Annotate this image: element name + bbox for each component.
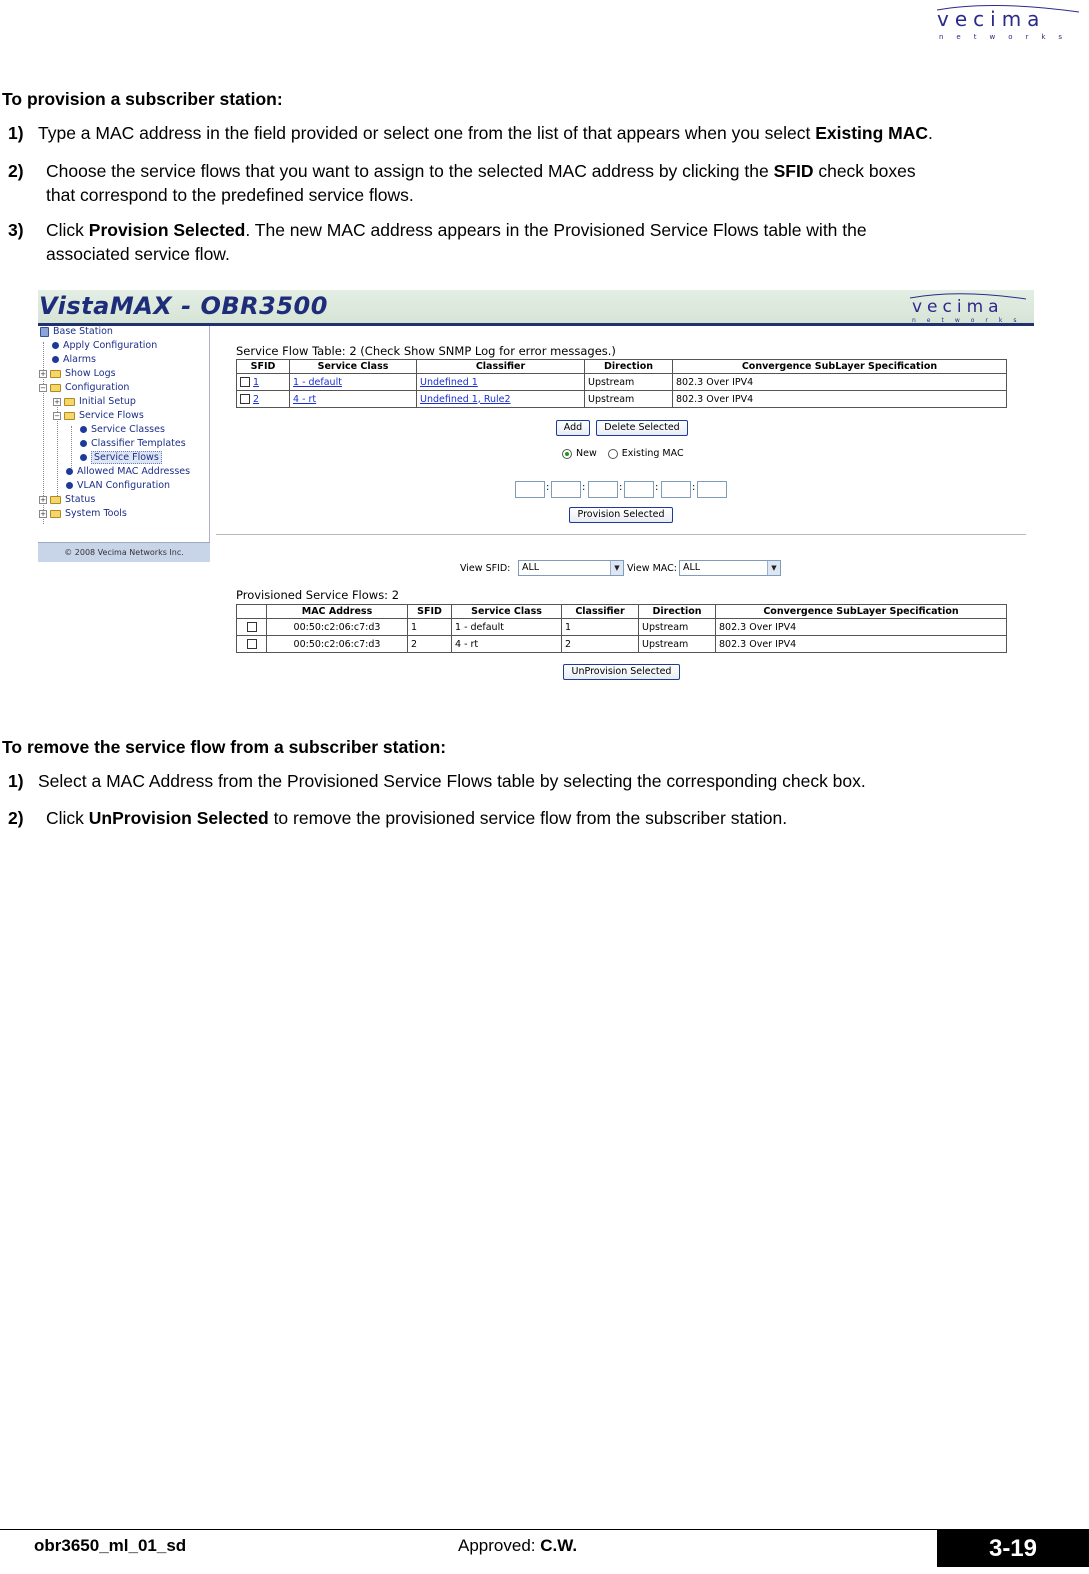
existing-mac-radio-label: Existing MAC bbox=[621, 448, 684, 459]
folder-open-icon bbox=[64, 412, 75, 420]
expand-icon[interactable]: + bbox=[54, 397, 60, 406]
mac-octet-4-input[interactable] bbox=[624, 481, 654, 498]
remove-step-2 bbox=[8, 806, 1088, 830]
app-title: VistaMAX - OBR3500 bbox=[39, 292, 328, 320]
service-class-cell: 1 - default bbox=[452, 619, 562, 636]
expand-icon[interactable]: + bbox=[40, 495, 46, 504]
page-footer bbox=[0, 1529, 1089, 1574]
sidebar-item-system-tools[interactable]: + System Tools bbox=[40, 508, 127, 519]
step-text: Select a MAC Address from the Provisioned Service Flows table by selecting the corresponding check box. bbox=[38, 771, 866, 791]
step-text: Click UnProvision Selected to remove the provisioned service flow from the subscriber station. bbox=[46, 808, 788, 828]
copyright-bar: © 2008 Vecima Networks Inc. bbox=[38, 542, 210, 562]
sfid-checkbox[interactable] bbox=[240, 394, 250, 404]
app-header bbox=[38, 290, 1034, 326]
table-row bbox=[237, 636, 1007, 653]
col-cs-spec: Convergence SubLayer Specification bbox=[716, 605, 1007, 619]
document-id: obr3650_ml_01_sd bbox=[34, 1536, 187, 1555]
provision-step-3 bbox=[8, 218, 1088, 268]
sidebar-item-service-classes[interactable]: Service Classes bbox=[80, 424, 165, 436]
sidebar-item-classifier-templates[interactable]: Classifier Templates bbox=[80, 438, 186, 450]
bullet-icon bbox=[66, 482, 73, 489]
step-number: 1) bbox=[8, 771, 24, 791]
table-header-row bbox=[237, 605, 1007, 619]
mac-octet-3-input[interactable] bbox=[588, 481, 618, 498]
col-service-class: Service Class bbox=[290, 360, 417, 374]
cs-cell: 802.3 Over IPV4 bbox=[716, 636, 1007, 653]
sfid-checkbox[interactable] bbox=[240, 377, 250, 387]
sidebar-item-service-flows-folder[interactable]: − Service Flows bbox=[54, 410, 144, 421]
logo-subtitle: networks bbox=[939, 33, 1076, 41]
col-mac-address: MAC Address bbox=[267, 605, 408, 619]
direction-cell: Upstream bbox=[585, 391, 673, 408]
sfid-cell: 1 bbox=[408, 619, 452, 636]
table-row bbox=[237, 391, 1007, 408]
provisioned-flows-table bbox=[236, 604, 1007, 653]
folder-open-icon bbox=[50, 384, 61, 392]
vecima-header-logo bbox=[908, 290, 1028, 326]
cs-cell: 802.3 Over IPV4 bbox=[673, 374, 1007, 391]
mac-cell: 00:50:c2:06:c7:d3 bbox=[267, 636, 408, 653]
step-text: Choose the service flows that you want to assign to the selected MAC address by clicking the SFID check boxes bbox=[46, 161, 916, 181]
bullet-icon bbox=[80, 454, 87, 461]
step-number: 2) bbox=[8, 161, 24, 181]
step-text-line2: that correspond to the predefined service flows. bbox=[46, 185, 414, 205]
service-flow-table bbox=[236, 359, 1007, 408]
delete-selected-button[interactable]: Delete Selected bbox=[596, 420, 688, 436]
step-number: 2) bbox=[8, 808, 24, 828]
sidebar-item-allowed-mac-addresses[interactable]: Allowed MAC Addresses bbox=[66, 466, 190, 478]
view-sfid-label: View SFID: bbox=[460, 563, 511, 574]
classifier-link[interactable]: Undefined 1, Rule2 bbox=[417, 391, 585, 408]
new-radio-label: New bbox=[576, 448, 597, 459]
colon-separator: : bbox=[546, 482, 550, 493]
colon-separator: : bbox=[619, 482, 623, 493]
col-cs-spec: Convergence SubLayer Specification bbox=[673, 360, 1007, 374]
provision-step-1 bbox=[8, 121, 1088, 145]
sfid-link[interactable]: 1 bbox=[253, 376, 260, 388]
col-direction: Direction bbox=[639, 605, 716, 619]
select-cell bbox=[237, 619, 267, 636]
col-service-class: Service Class bbox=[452, 605, 562, 619]
mac-octet-5-input[interactable] bbox=[661, 481, 691, 498]
bullet-icon bbox=[80, 426, 87, 433]
mac-octet-1-input[interactable] bbox=[515, 481, 545, 498]
sidebar-item-show-logs[interactable]: + Show Logs bbox=[40, 368, 116, 379]
sfid-cell bbox=[237, 391, 290, 408]
col-sfid: SFID bbox=[237, 360, 290, 374]
view-sfid-select[interactable]: ALL ▼ bbox=[518, 560, 624, 576]
provision-heading: To provision a subscriber station: bbox=[2, 89, 283, 109]
mac-cell: 00:50:c2:06:c7:d3 bbox=[267, 619, 408, 636]
col-classifier: Classifier bbox=[417, 360, 585, 374]
colon-separator: : bbox=[692, 482, 696, 493]
expand-icon[interactable]: + bbox=[40, 369, 46, 378]
folder-icon bbox=[50, 496, 61, 504]
header-logo-word: vecima bbox=[912, 297, 1004, 317]
provisioned-flows-title: Provisioned Service Flows: 2 bbox=[236, 588, 400, 602]
classifier-cell: 2 bbox=[562, 636, 639, 653]
select-cell bbox=[237, 636, 267, 653]
table-row bbox=[237, 619, 1007, 636]
mac-octet-6-input[interactable] bbox=[697, 481, 727, 498]
computer-icon bbox=[40, 327, 49, 337]
cs-cell: 802.3 Over IPV4 bbox=[673, 391, 1007, 408]
sidebar-item-apply-configuration[interactable]: Apply Configuration bbox=[52, 340, 157, 352]
cs-cell: 802.3 Over IPV4 bbox=[716, 619, 1007, 636]
table-header-row bbox=[237, 360, 1007, 374]
header-logo-subtitle: networks bbox=[912, 317, 1028, 324]
mac-octet-2-input[interactable] bbox=[551, 481, 581, 498]
collapse-icon[interactable]: − bbox=[40, 383, 46, 392]
step-text-line2: associated service flow. bbox=[46, 244, 230, 264]
direction-cell: Upstream bbox=[639, 619, 716, 636]
add-button[interactable]: Add bbox=[556, 420, 590, 436]
mac-source-radio-group bbox=[562, 448, 684, 459]
classifier-link[interactable]: Undefined 1 bbox=[417, 374, 585, 391]
sidebar-nav bbox=[38, 326, 210, 562]
collapse-icon[interactable]: − bbox=[54, 411, 60, 420]
col-select bbox=[237, 605, 267, 619]
sidebar-item-service-flows[interactable]: Service Flows bbox=[80, 452, 162, 464]
chevron-down-icon: ▼ bbox=[610, 561, 623, 575]
chevron-down-icon: ▼ bbox=[767, 561, 780, 575]
service-class-link[interactable]: 4 - rt bbox=[290, 391, 417, 408]
sidebar-item-initial-setup[interactable]: + Initial Setup bbox=[54, 396, 136, 407]
page-number: 3-19 bbox=[937, 1530, 1089, 1567]
step-number: 1) bbox=[8, 123, 24, 143]
bullet-icon bbox=[52, 342, 59, 349]
section-divider bbox=[216, 534, 1026, 535]
view-mac-label: View MAC: bbox=[627, 563, 677, 574]
step-number: 3) bbox=[8, 220, 24, 240]
new-radio[interactable] bbox=[562, 449, 572, 459]
row-checkbox[interactable] bbox=[247, 622, 257, 632]
direction-cell: Upstream bbox=[639, 636, 716, 653]
col-sfid: SFID bbox=[408, 605, 452, 619]
provision-selected-button[interactable]: Provision Selected bbox=[569, 507, 673, 523]
vistamax-screenshot bbox=[38, 290, 1034, 690]
service-flow-table-title: Service Flow Table: 2 (Check Show SNMP Log for error messages.) bbox=[236, 344, 616, 358]
step-text: Click Provision Selected. The new MAC address appears in the Provisioned Service Flows table with the bbox=[46, 220, 867, 240]
logo-word: vecima bbox=[937, 7, 1046, 31]
sfid-cell bbox=[237, 374, 290, 391]
sidebar-item-alarms[interactable]: Alarms bbox=[52, 354, 96, 366]
sfid-cell: 2 bbox=[408, 636, 452, 653]
remove-step-1 bbox=[8, 769, 1088, 793]
existing-mac-radio[interactable] bbox=[608, 449, 618, 459]
remove-heading: To remove the service flow from a subscriber station: bbox=[2, 737, 447, 757]
folder-icon bbox=[64, 398, 75, 406]
bullet-icon bbox=[80, 440, 87, 447]
vecima-logo bbox=[933, 2, 1083, 42]
colon-separator: : bbox=[582, 482, 586, 493]
provision-step-2 bbox=[8, 159, 1088, 209]
sidebar-item-base-station[interactable]: Base Station bbox=[40, 326, 113, 338]
sfid-link[interactable]: 2 bbox=[253, 393, 260, 405]
col-direction: Direction bbox=[585, 360, 673, 374]
classifier-cell: 1 bbox=[562, 619, 639, 636]
folder-icon bbox=[50, 510, 61, 518]
table-row bbox=[237, 374, 1007, 391]
direction-cell: Upstream bbox=[585, 374, 673, 391]
bullet-icon bbox=[66, 468, 73, 475]
folder-icon bbox=[50, 370, 61, 378]
sidebar-item-vlan-configuration[interactable]: VLAN Configuration bbox=[66, 480, 170, 492]
sidebar-item-configuration[interactable]: − Configuration bbox=[40, 382, 130, 393]
view-mac-select[interactable]: ALL ▼ bbox=[679, 560, 781, 576]
approval: Approved: C.W. bbox=[458, 1536, 578, 1555]
service-class-cell: 4 - rt bbox=[452, 636, 562, 653]
bullet-icon bbox=[52, 356, 59, 363]
expand-icon[interactable]: + bbox=[40, 509, 46, 518]
service-class-link[interactable]: 1 - default bbox=[290, 374, 417, 391]
step-text: Type a MAC address in the field provided or select one from the list of that appears when you select Existing MAC. bbox=[38, 123, 933, 143]
unprovision-selected-button[interactable]: UnProvision Selected bbox=[563, 664, 680, 680]
sidebar-item-status[interactable]: + Status bbox=[40, 494, 96, 505]
colon-separator: : bbox=[655, 482, 659, 493]
row-checkbox[interactable] bbox=[247, 639, 257, 649]
col-classifier: Classifier bbox=[562, 605, 639, 619]
